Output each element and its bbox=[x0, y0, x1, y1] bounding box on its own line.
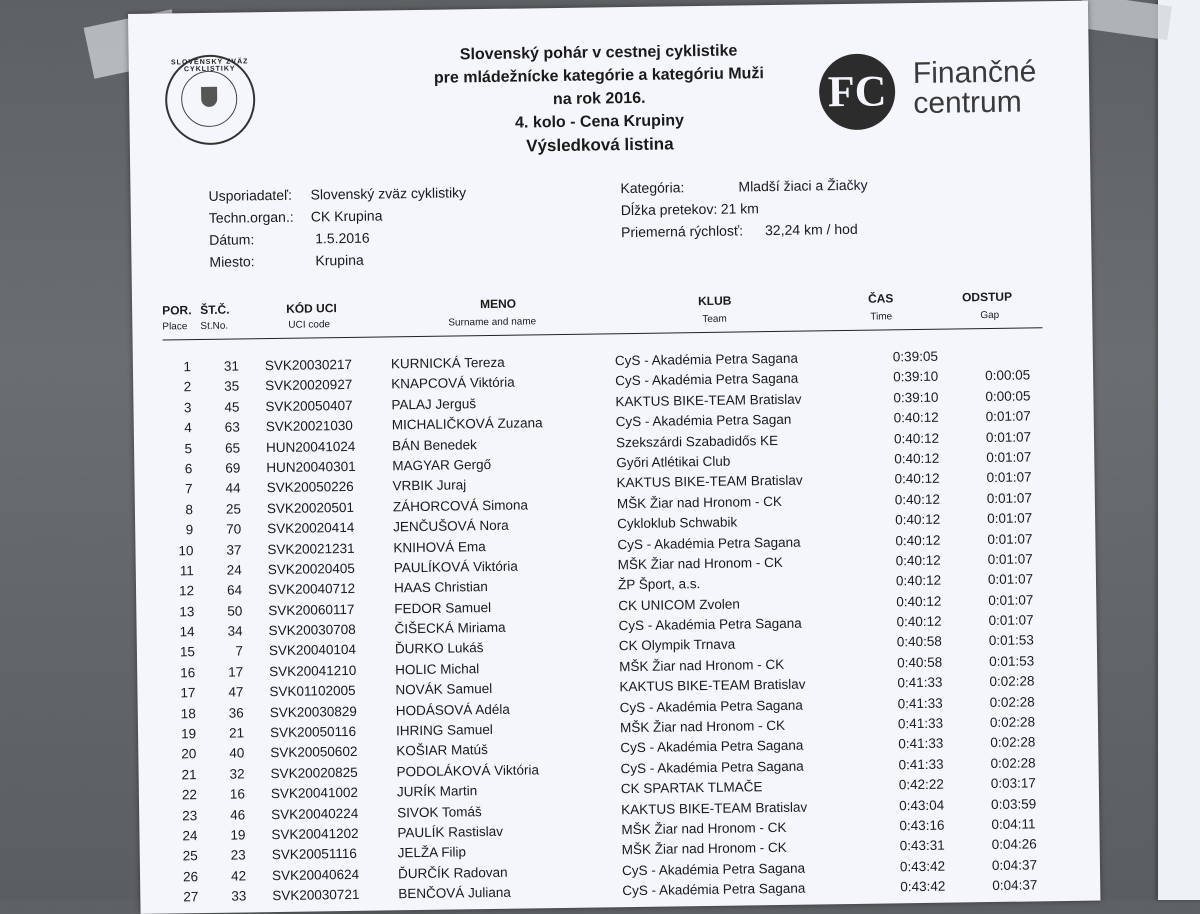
cell-name: PAULÍKOVÁ Viktória bbox=[393, 558, 518, 576]
document-title bbox=[378, 38, 820, 159]
cell-uci: SVK20050226 bbox=[266, 479, 354, 496]
meta-label: Miesto: bbox=[209, 253, 255, 270]
cell-name: KNIHOVÁ Ema bbox=[393, 538, 486, 555]
cell-pos: 27 bbox=[183, 889, 199, 905]
cell-time: 0:40:12 bbox=[893, 430, 940, 446]
cell-st: 32 bbox=[229, 766, 245, 782]
cell-pos: 2 bbox=[183, 379, 192, 395]
cell-uci: SVK20040224 bbox=[271, 805, 359, 822]
sponsor-logo-word-2: centrum bbox=[913, 85, 1022, 121]
meta-label: Kategória: bbox=[620, 179, 685, 197]
cell-club: CyS - Akadémia Petra Sagana bbox=[621, 860, 806, 878]
cell-name: PODOLÁKOVÁ Viktória bbox=[396, 762, 540, 780]
cell-uci: SVK20041002 bbox=[270, 785, 359, 802]
cell-st: 65 bbox=[224, 440, 241, 456]
cell-st: 46 bbox=[230, 807, 246, 823]
cell-club: Szekszárdi Szabadidős KE bbox=[615, 432, 779, 450]
cell-club: CyS - Akadémia Petra Sagana bbox=[614, 350, 799, 369]
cell-st: 47 bbox=[228, 684, 244, 700]
cell-pos: 16 bbox=[180, 664, 196, 681]
cell-name: MAGYAR Gergő bbox=[392, 456, 492, 474]
cell-club: MŠK Žiar nad Hronom - CK bbox=[619, 656, 785, 675]
cell-name: KOŠIAR Matúš bbox=[396, 742, 488, 759]
cell-pos: 1 bbox=[183, 359, 192, 375]
cell-time: 0:40:12 bbox=[894, 471, 940, 487]
cell-st: 33 bbox=[231, 888, 247, 904]
cell-pos: 17 bbox=[180, 685, 196, 701]
cell-pos: 9 bbox=[185, 522, 194, 538]
cell-time: 0:40:12 bbox=[895, 573, 942, 589]
cell-club: CyS - Akadémia Petra Sagan bbox=[615, 411, 792, 430]
cell-st: 17 bbox=[228, 664, 244, 680]
cell-name: ĎURKO Lukáš bbox=[394, 640, 484, 657]
cell-gap: 0:01:53 bbox=[989, 653, 1035, 669]
cell-uci: SVK20041210 bbox=[269, 662, 357, 679]
cell-gap: 0:01:07 bbox=[988, 592, 1034, 608]
cell-time: 0:43:16 bbox=[899, 817, 945, 834]
cell-gap: 0:00:05 bbox=[985, 367, 1031, 384]
title-line: Výsledková listina bbox=[526, 134, 674, 156]
cell-club: MŠK Žiar nad Hronom - CK bbox=[616, 493, 783, 511]
cell-uci: SVK20050407 bbox=[265, 397, 353, 414]
cell-time: 0:40:12 bbox=[894, 450, 940, 467]
col-pos-header: POR. bbox=[162, 303, 192, 318]
cell-club: MŠK Žiar nad Hronom - CK bbox=[621, 819, 787, 838]
results-sheet bbox=[128, 1, 1100, 914]
cell-st: 64 bbox=[226, 582, 243, 598]
cell-gap: 0:03:59 bbox=[991, 795, 1037, 812]
cell-club: CyS - Akadémia Petra Sagana bbox=[620, 738, 804, 756]
cell-pos: 8 bbox=[185, 501, 194, 517]
cell-name: IHRING Samuel bbox=[395, 722, 493, 739]
cell-gap: 0:02:28 bbox=[989, 673, 1035, 690]
cell-gap: 0:02:28 bbox=[990, 734, 1036, 751]
cell-club: MŠK Žiar nad Hronom - CK bbox=[621, 840, 787, 858]
cell-st: 40 bbox=[229, 745, 245, 762]
cell-time: 0:40:12 bbox=[894, 491, 941, 508]
cell-name: JURÍK Martin bbox=[396, 783, 478, 800]
cell-pos: 21 bbox=[181, 766, 197, 783]
cell-club: CK Olympik Trnava bbox=[618, 637, 736, 654]
cell-uci: SVK20020405 bbox=[267, 560, 355, 578]
cell-uci: SVK20040712 bbox=[267, 581, 356, 598]
cell-name: HAAS Christian bbox=[393, 579, 488, 596]
cell-pos: 20 bbox=[181, 746, 197, 762]
title-line: na rok 2016. bbox=[552, 89, 646, 109]
title-line: 4. kolo - Cena Krupiny bbox=[514, 112, 685, 132]
cell-name: KNAPCOVÁ Viktória bbox=[391, 375, 515, 392]
cell-uci: SVK20030829 bbox=[269, 703, 357, 720]
col-time-sub: Time bbox=[870, 311, 893, 323]
cell-pos: 19 bbox=[180, 726, 197, 742]
cell-gap: 0:01:07 bbox=[985, 428, 1032, 445]
sponsor-logo-word-1: Finančné bbox=[912, 55, 1037, 91]
cell-st: 35 bbox=[224, 378, 240, 395]
cell-name: ĎURČÍK Radovan bbox=[397, 864, 508, 882]
col-name-header: MENO bbox=[479, 296, 517, 312]
cell-st: 16 bbox=[229, 786, 246, 802]
meta-value: 21 km bbox=[720, 200, 760, 217]
cell-gap: 0:01:07 bbox=[986, 469, 1032, 486]
cell-time: 0:40:12 bbox=[893, 409, 939, 426]
cell-gap: 0:01:07 bbox=[987, 510, 1033, 527]
cell-club: CyS - Akadémia Petra Sagana bbox=[618, 615, 802, 634]
cell-uci: SVK01102005 bbox=[269, 683, 356, 700]
col-st-header: ŠT.Č. bbox=[200, 302, 230, 318]
cell-st: 69 bbox=[225, 460, 241, 476]
cell-gap: 0:00:05 bbox=[985, 388, 1031, 404]
cell-time: 0:40:12 bbox=[895, 532, 941, 548]
cell-time: 0:41:33 bbox=[897, 695, 943, 711]
sponsor-logo-mark: FC bbox=[819, 53, 896, 130]
cell-st: 70 bbox=[226, 521, 242, 537]
cell-st: 42 bbox=[230, 868, 247, 884]
cell-pos: 10 bbox=[178, 542, 194, 558]
sponsor-logo-text bbox=[913, 57, 1037, 119]
cell-uci: SVK20051116 bbox=[271, 846, 357, 863]
cell-pos: 14 bbox=[179, 624, 195, 640]
cell-st: 45 bbox=[224, 399, 240, 415]
cell-pos: 23 bbox=[182, 807, 198, 823]
meta-row bbox=[620, 174, 867, 199]
cell-gap: 0:01:07 bbox=[987, 530, 1033, 547]
cell-gap: 0:01:07 bbox=[988, 612, 1034, 629]
shield-icon bbox=[201, 87, 217, 107]
cell-name: HOLIC Michal bbox=[395, 661, 480, 678]
col-gap-sub: Gap bbox=[980, 309, 1000, 322]
col-pos-sub: Place bbox=[162, 321, 188, 333]
cell-gap: 0:02:28 bbox=[989, 694, 1035, 710]
federation-logo-text: SLOVENSKÝ ZVÄZ CYKLISTIKY bbox=[170, 58, 249, 74]
cell-name: MICHALIČKOVÁ Zuzana bbox=[391, 415, 543, 433]
cell-st: 50 bbox=[227, 603, 243, 619]
cell-club: CyS - Akadémia Petra Sagana bbox=[620, 758, 804, 777]
cell-uci: HUN20041024 bbox=[265, 438, 356, 455]
results-table-body bbox=[163, 347, 1051, 910]
cell-time: 0:43:42 bbox=[899, 858, 946, 875]
cell-gap: 0:04:37 bbox=[992, 877, 1038, 894]
meta-label: Dátum: bbox=[209, 231, 255, 248]
cell-time: 0:39:10 bbox=[893, 369, 939, 385]
cell-pos: 12 bbox=[178, 583, 195, 599]
adjacent-sheet bbox=[1158, 0, 1200, 900]
meta-value: CK Krupina bbox=[310, 207, 383, 225]
cell-club: KAKTUS BIKE-TEAM Bratislav bbox=[615, 391, 802, 410]
cell-uci: SVK20030217 bbox=[264, 356, 353, 374]
cell-name: KURNICKÁ Tereza bbox=[390, 354, 505, 372]
cell-st: 34 bbox=[227, 623, 243, 639]
cell-time: 0:40:58 bbox=[896, 634, 942, 650]
col-time-header: ČAS bbox=[867, 291, 894, 306]
cell-name: SIVOK Tomáš bbox=[397, 803, 482, 820]
cell-name: ČIŠECKÁ Miriama bbox=[394, 619, 506, 637]
cell-time: 0:39:10 bbox=[893, 389, 939, 406]
cell-st: 19 bbox=[230, 827, 246, 843]
meta-label: Priemerná rýchlosť: bbox=[620, 222, 744, 241]
cell-pos: 6 bbox=[184, 461, 193, 477]
cell-club: CK UNICOM Zvolen bbox=[618, 596, 740, 613]
col-gap-header: ODSTUP bbox=[961, 289, 1013, 305]
cell-name: HODÁSOVÁ Adéla bbox=[395, 701, 510, 718]
cell-club: CyS - Akadémia Petra Sagana bbox=[619, 697, 803, 715]
cell-gap: 0:02:28 bbox=[989, 714, 1036, 731]
cell-time: 0:41:33 bbox=[898, 736, 944, 752]
cell-uci: SVK20021030 bbox=[265, 418, 353, 435]
cell-time: 0:43:04 bbox=[899, 797, 945, 813]
cell-gap: 0:01:07 bbox=[986, 490, 1032, 506]
col-st-sub: St.No. bbox=[200, 320, 229, 333]
meta-label: Techn.organ.: bbox=[208, 208, 294, 226]
cell-name: BENČOVÁ Juliana bbox=[398, 884, 511, 902]
cell-club: MŠK Žiar nad Hronom - CK bbox=[617, 554, 783, 573]
cell-name: BÁN Benedek bbox=[391, 436, 477, 453]
cell-pos: 26 bbox=[182, 868, 199, 885]
cell-club: ŽP Šport, a.s. bbox=[617, 576, 701, 593]
col-uci-sub: UCI code bbox=[288, 319, 331, 331]
cell-name: JELŽA Filip bbox=[397, 844, 467, 861]
title-line: Slovenský pohár v cestnej cyklistike bbox=[459, 42, 738, 64]
cell-st: 63 bbox=[224, 419, 240, 435]
cell-time: 0:43:42 bbox=[900, 878, 946, 895]
meta-value: Krupina bbox=[315, 251, 364, 269]
cell-st: 36 bbox=[228, 705, 244, 721]
cell-pos: 11 bbox=[179, 563, 194, 579]
col-club-header: KLUB bbox=[697, 293, 732, 309]
meta-left bbox=[208, 181, 467, 273]
meta-value: Slovenský zväz cyklistiky bbox=[310, 184, 467, 203]
cell-club: KAKTUS BIKE-TEAM Bratislav bbox=[621, 799, 808, 817]
cell-time: 0:39:05 bbox=[892, 348, 939, 365]
title-line: pre mládežnícke kategórie a kategóriu Muži bbox=[433, 65, 764, 87]
meta-row bbox=[209, 247, 467, 273]
federation-logo bbox=[165, 54, 256, 145]
tape-strip-right bbox=[1078, 0, 1172, 40]
cell-pos: 18 bbox=[180, 705, 196, 721]
cell-club: KAKTUS BIKE-TEAM Bratislav bbox=[619, 676, 806, 695]
cell-st: 21 bbox=[228, 725, 245, 741]
cell-gap: 0:04:37 bbox=[991, 857, 1038, 873]
cell-st: 23 bbox=[230, 847, 246, 864]
cell-gap: 0:01:07 bbox=[987, 551, 1033, 567]
cell-gap: 0:01:53 bbox=[988, 632, 1034, 649]
cell-time: 0:43:31 bbox=[899, 838, 945, 854]
col-uci-header: KÓD UCI bbox=[286, 301, 337, 316]
cell-name: FEDOR Samuel bbox=[394, 599, 492, 617]
cell-time: 0:42:22 bbox=[898, 776, 944, 793]
cell-uci: SVK20041202 bbox=[271, 825, 359, 843]
cell-pos: 7 bbox=[185, 481, 193, 497]
cell-uci: SVK20050116 bbox=[269, 723, 357, 741]
cell-uci: SVK20030721 bbox=[272, 887, 360, 904]
cell-gap: 0:04:11 bbox=[991, 816, 1036, 833]
meta-row bbox=[208, 181, 466, 207]
cell-club: CyS - Akadémia Petra Sagana bbox=[622, 880, 806, 899]
cell-name: JENČUŠOVÁ Nora bbox=[393, 517, 509, 535]
sponsor-logo bbox=[819, 51, 1080, 135]
cell-st: 37 bbox=[226, 541, 242, 558]
cell-pos: 24 bbox=[182, 828, 198, 844]
meta-right bbox=[620, 174, 868, 243]
cell-gap: 0:01:07 bbox=[987, 571, 1034, 588]
cell-uci: SVK20020825 bbox=[270, 764, 358, 781]
cell-st: 24 bbox=[226, 562, 242, 578]
cell-gap: 0:03:17 bbox=[990, 775, 1036, 792]
cell-gap: 0:01:07 bbox=[986, 449, 1032, 466]
cell-uci: SVK20060117 bbox=[268, 601, 355, 618]
cell-club: MŠK Žiar nad Hronom - CK bbox=[619, 717, 786, 736]
cell-st: 44 bbox=[225, 480, 241, 497]
cell-pos: 3 bbox=[183, 399, 192, 416]
cell-uci: HUN20040301 bbox=[266, 458, 356, 476]
cell-uci: SVK20040104 bbox=[268, 642, 357, 659]
cell-time: 0:41:33 bbox=[897, 674, 943, 691]
cell-name: NOVÁK Samuel bbox=[395, 681, 493, 698]
cell-gap: 0:01:07 bbox=[985, 408, 1031, 425]
cell-pos: 15 bbox=[179, 644, 196, 660]
cell-uci: SVK20020414 bbox=[267, 520, 355, 537]
cell-time: 0:40:58 bbox=[897, 654, 943, 671]
cell-uci: SVK20020927 bbox=[265, 377, 353, 394]
cell-time: 0:41:33 bbox=[898, 756, 944, 773]
meta-value: Mladší žiaci a Žiačky bbox=[738, 176, 868, 195]
meta-label: Usporiadateľ: bbox=[208, 186, 293, 204]
cell-pos: 13 bbox=[179, 603, 195, 620]
col-club-sub: Team bbox=[702, 313, 727, 326]
meta-value: 1.5.2016 bbox=[315, 229, 370, 247]
cell-name: PALAJ Jerguš bbox=[391, 395, 477, 413]
cell-club: CyS - Akadémia Petra Sagana bbox=[617, 534, 801, 552]
cell-time: 0:40:12 bbox=[895, 511, 941, 528]
col-name-sub: Surname and name bbox=[448, 316, 537, 329]
cell-pos: 25 bbox=[182, 848, 198, 864]
cell-st: 7 bbox=[235, 643, 244, 660]
cell-uci: SVK20030708 bbox=[268, 621, 356, 639]
cell-time: 0:40:12 bbox=[896, 593, 942, 610]
cell-pos: 22 bbox=[181, 787, 198, 803]
table-header bbox=[162, 287, 1042, 340]
cell-club: KAKTUS BIKE-TEAM Bratislav bbox=[616, 472, 803, 491]
meta-label: Dĺžka pretekov: bbox=[620, 200, 718, 219]
cell-club: Cykloklub Schwabik bbox=[617, 514, 738, 532]
cell-uci: SVK20021231 bbox=[267, 540, 355, 557]
cell-gap: 0:02:28 bbox=[990, 755, 1036, 771]
cell-name: PAULÍK Rastislav bbox=[397, 823, 504, 841]
cell-uci: SVK20040624 bbox=[271, 866, 360, 883]
cell-pos: 5 bbox=[184, 440, 193, 456]
cell-club: Győri Atlétikai Club bbox=[616, 453, 731, 471]
cell-st: 25 bbox=[225, 501, 242, 517]
meta-row bbox=[621, 218, 868, 243]
cell-pos: 4 bbox=[184, 420, 192, 436]
cell-name: VRBIK Juraj bbox=[392, 477, 467, 494]
cell-time: 0:41:33 bbox=[897, 715, 944, 732]
cell-uci: SVK20050602 bbox=[270, 744, 358, 761]
meta-value: 32,24 km / hod bbox=[764, 220, 858, 239]
cell-club: CK SPARTAK TLMAČE bbox=[620, 779, 763, 797]
cell-time: 0:40:12 bbox=[895, 552, 941, 569]
cell-time: 0:40:12 bbox=[896, 613, 942, 630]
cell-club: CyS - Akadémia Petra Sagana bbox=[615, 371, 799, 389]
cell-gap: 0:04:26 bbox=[991, 836, 1037, 853]
cell-st: 31 bbox=[223, 358, 240, 374]
cell-uci: SVK20020501 bbox=[266, 499, 355, 516]
cell-name: ZÁHORCOVÁ Simona bbox=[392, 497, 529, 515]
